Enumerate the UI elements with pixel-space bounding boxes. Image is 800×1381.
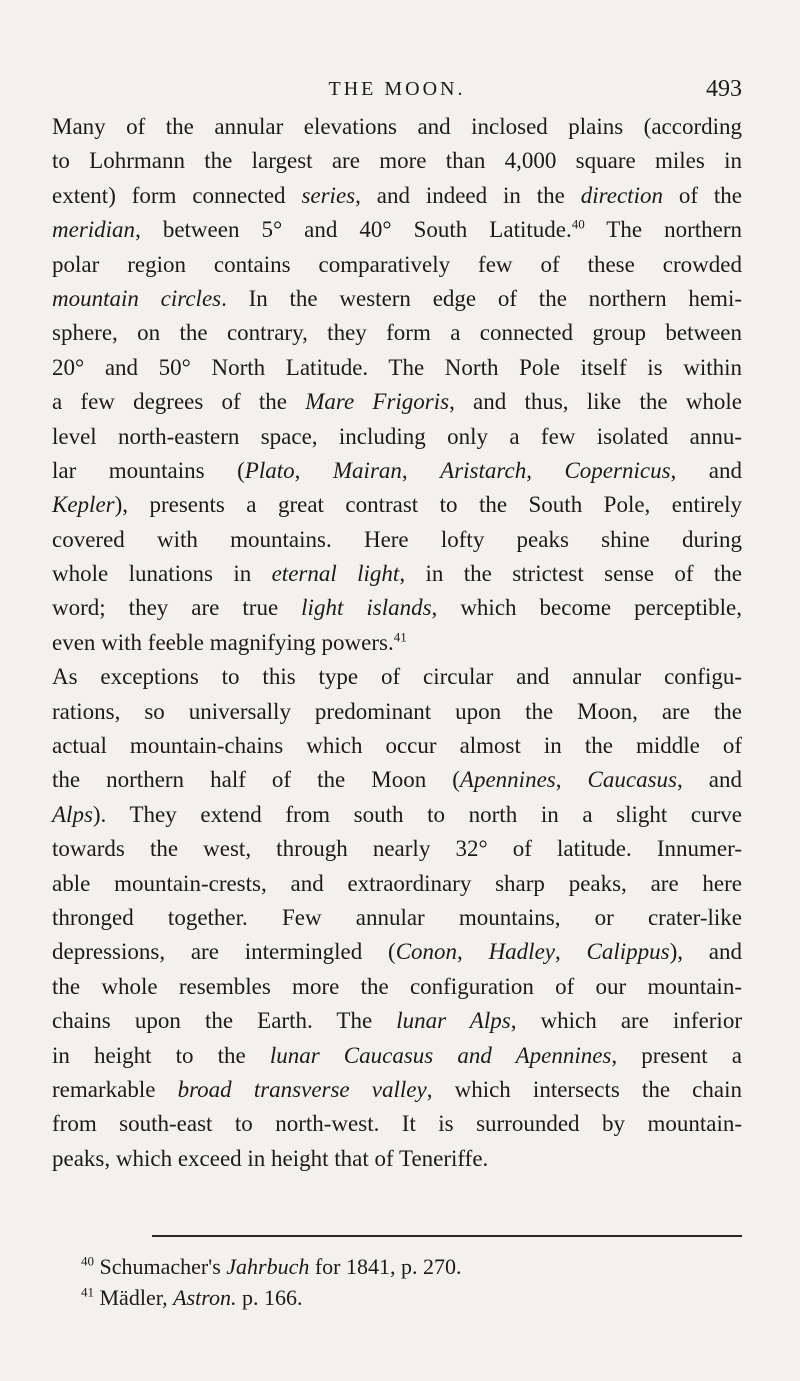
- footnote-marker: 41: [81, 1284, 94, 1300]
- text-line: covered with mountains. Here lofty peaks shine during: [52, 526, 742, 552]
- footnotes: [81, 1251, 721, 1313]
- text-line: polar region contains comparatively few of these crowded: [52, 251, 742, 277]
- running-title: THE MOON.: [328, 78, 466, 100]
- footnote-text: Schumacher's Jahrbuch for 1841, p. 270.: [94, 1254, 462, 1279]
- footnote-marker: 40: [81, 1253, 94, 1269]
- text-line: the whole resembles more the configuration of our mountain-: [52, 973, 742, 999]
- body-text: [52, 110, 742, 1176]
- text-line: thronged together. Few annular mountains, or crater-like: [52, 904, 742, 930]
- text-line: lar mountains (Plato, Mairan, Aristarch, Copernicus, and: [52, 457, 743, 483]
- text-line: As exceptions to this type of circular and annular configu-: [52, 664, 742, 690]
- text-line: towards the west, through nearly 32° of latitude. Innumer-: [52, 836, 742, 862]
- text-line: Kepler), presents a great contrast to the South Pole, entirely: [52, 492, 742, 518]
- text-line: Many of the annular elevations and inclosed plains (according: [52, 114, 742, 139]
- text-line: to Lohrmann the largest are more than 4,000 square miles in: [52, 148, 742, 174]
- text-line: rations, so universally predominant upon the Moon, are the: [52, 698, 742, 724]
- text-line: chains upon the Earth. The lunar Alps, which are inferior: [52, 1008, 742, 1034]
- running-head: [52, 74, 742, 104]
- text-line: the northern half of the Moon (Apennines, Caucasus, and: [52, 767, 742, 793]
- text-line: meridian, between 5° and 40° South Latitude.$^{40}$ The northern: [52, 216, 742, 243]
- text-line: 20° and 50° North Latitude. The North Pole itself is within: [52, 354, 742, 380]
- footnote: [81, 1251, 721, 1282]
- text-line: able mountain-crests, and extraordinary sharp peaks, are here: [52, 870, 742, 896]
- text-line: from south-east to north-west. It is surrounded by mountain-: [52, 1111, 742, 1137]
- text-line: sphere, on the contrary, they form a connected group between: [52, 320, 742, 346]
- text-line: word; they are true light islands, which become perceptible,: [52, 595, 742, 621]
- footnote-rule: [152, 1235, 742, 1237]
- text-line: actual mountain-chains which occur almost in the middle of: [52, 733, 742, 759]
- text-line: in height to the lunar Caucasus and Apennines, present a: [52, 1042, 742, 1068]
- text-line: level north-eastern space, including only a few isolated annu-: [52, 423, 742, 449]
- text-line: depressions, are intermingled (Conon, Hadley, Calippus), and: [52, 939, 742, 965]
- footnote-text: Mädler, Astron. p. 166.: [94, 1285, 303, 1310]
- text-line: a few degrees of the Mare Frigoris, and thus, like the whole: [52, 389, 742, 415]
- text-line: extent) form connected series, and indeed in the direction of the: [52, 182, 742, 208]
- text-line: Alps). They extend from south to north in a slight curve: [52, 801, 742, 827]
- page-number: 493: [706, 76, 742, 102]
- text-line: even with feeble magnifying powers.$^{41}$: [52, 629, 407, 655]
- text-line: whole lunations in eternal light, in the strictest sense of the: [52, 561, 742, 587]
- text-line: peaks, which exceed in height that of Teneriffe.: [52, 1145, 489, 1171]
- footnote: [81, 1282, 721, 1313]
- text-line: remarkable broad transverse valley, which intersects the chain: [52, 1076, 742, 1102]
- text-line: mountain circles. In the western edge of the northern hemi-: [52, 285, 742, 311]
